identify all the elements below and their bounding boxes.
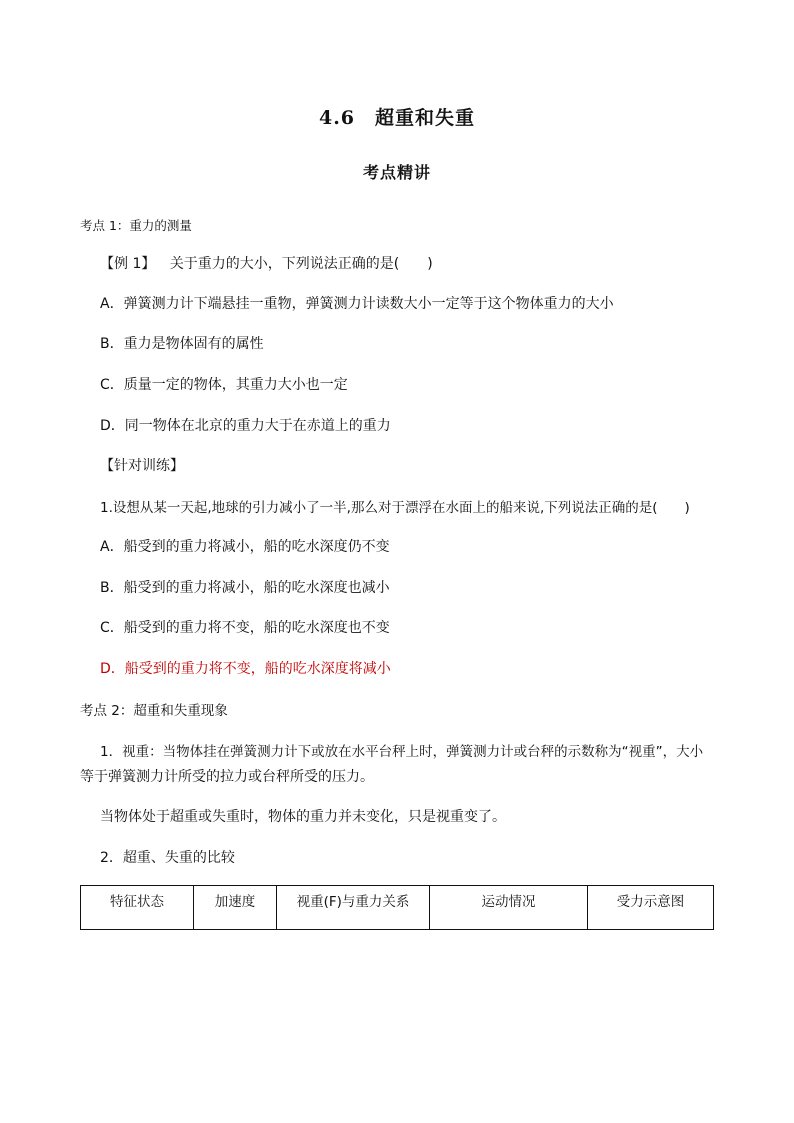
training-option-a: A．船受到的重力将减小，船的吃水深度仍不变 (100, 539, 390, 555)
table-header-cell: 视重(F)与重力关系 (277, 886, 430, 930)
page-title: 4.6 超重和失重 (318, 107, 476, 129)
example-label: 【例 1】 (100, 256, 156, 272)
table-header-cell: 运动情况 (430, 886, 588, 930)
point-1-note: 当物体处于超重或失重时，物体的重力并未变化，只是视重变了。 (100, 809, 506, 825)
example-option-a: A．弹簧测力计下端悬挂一重物，弹簧测力计读数大小一定等于这个物体重力的大小 (100, 296, 614, 312)
point-1-line-2: 等于弹簧测力计所受的拉力或台秤所受的压力。 (80, 769, 374, 785)
comparison-table (80, 885, 714, 930)
training-label: 【针对训练】 (100, 458, 184, 474)
kaodian-1-heading: 考点 1：重力的测量 (80, 218, 192, 233)
training-option-b: B．船受到的重力将减小，船的吃水深度也减小 (100, 580, 390, 596)
training-option-c: C．船受到的重力将不变，船的吃水深度也不变 (100, 620, 390, 636)
example-stem: 关于重力的大小，下列说法正确的是( ) (169, 256, 433, 272)
example-option-c: C．质量一定的物体，其重力大小也一定 (100, 377, 348, 393)
kaodian-2-heading: 考点 2：超重和失重现象 (80, 703, 228, 719)
example-option-b: B．重力是物体固有的属性 (100, 336, 264, 352)
point-2-heading: 2．超重、失重的比较 (100, 850, 235, 866)
table-header-cell: 特征状态 (81, 886, 194, 930)
table-header-cell: 受力示意图 (588, 886, 714, 930)
table-header-cell: 加速度 (194, 886, 277, 930)
point-1-line-1: 1．视重：当物体挂在弹簧测力计下或放在水平台秤上时，弹簧测力计或台秤的示数称为“视重”，大小 (100, 744, 704, 760)
training-question: 1.设想从某一天起,地球的引力减小了一半,那么对于漂浮在水面上的船来说,下列说法正确的是( ) (100, 500, 690, 516)
table-header-row (81, 886, 714, 930)
example-option-d: D．同一物体在北京的重力大于在赤道上的重力 (100, 418, 391, 434)
example-1 (100, 253, 433, 273)
training-option-d-answer: D．船受到的重力将不变，船的吃水深度将减小 (100, 661, 391, 677)
section-subtitle: 考点精讲 (362, 163, 431, 182)
